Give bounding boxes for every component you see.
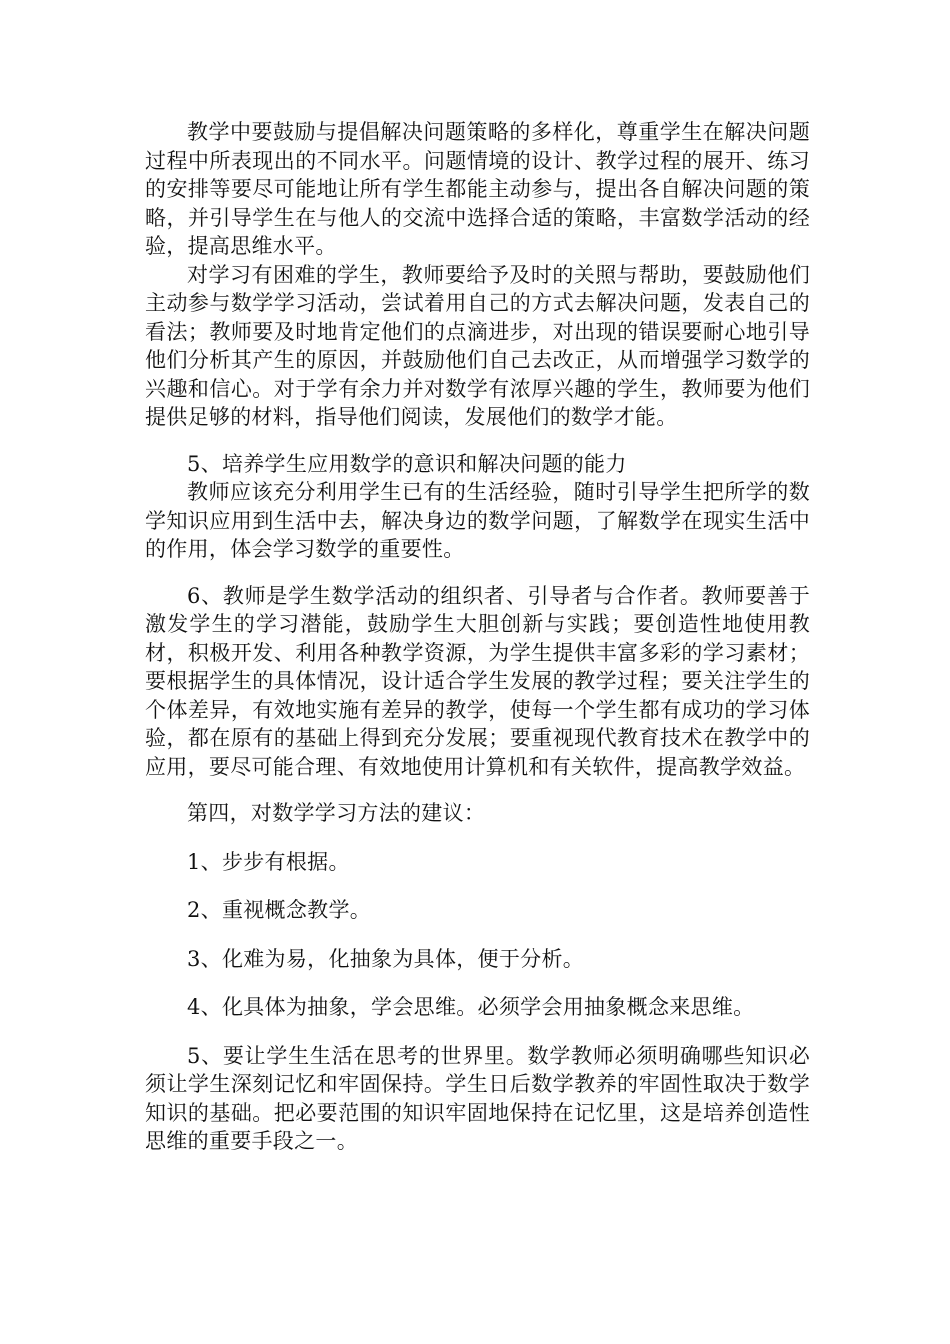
list-item-2: 2、重视概念教学。 [187,898,372,922]
section-heading-5: 5、培养学生应用数学的意识和解决问题的能力 [187,451,627,476]
list-item-4: 4、化具体为抽象，学会思维。必须学会用抽象概念来思维。 [187,995,755,1019]
list-item-5: 5、要让学生生活在思考的世界里。数学教师必须明确哪些知识必须让学生深刻记忆和牢固保持。学生日后数学教养的牢固性取决于数学知识的基础。把必要范围的知识牢固地保持在记忆里，这是培养创造性思维的重要手段之一。 [145,1043,810,1153]
list-item-1: 1、步步有根据。 [187,849,350,874]
document-page [145,118,810,1156]
section-heading-fourth: 第四，对数学学习方法的建议： [187,801,486,825]
list-item-3: 3、化难为易，化抽象为具体，便于分析。 [187,946,585,971]
paragraph-strategy-diversity: 教学中要鼓励与提倡解决问题策略的多样化，尊重学生在解决问题过程中所表现出的不同水平。问题情境的设计、教学过程的展开、练习的安排等要尽可能地让所有学生都能主动参与，提出各自解决问题的策略，并引导学生在与他人的交流中选择合适的策略，丰富数学活动的经验，提高思维水平。 [145,120,810,258]
paragraph-apply-math: 教师应该充分利用学生已有的生活经验，随时引导学生把所学的数学知识应用到生活中去，解决身边的数学问题，了解数学在现实生活中的作用，体会学习数学的重要性。 [145,480,810,561]
paragraph-struggling-students: 对学习有困难的学生，教师要给予及时的关照与帮助，要鼓励他们主动参与数学学习活动，尝试着用自己的方式去解决问题，发表自己的看法；教师要及时地肯定他们的点滴进步，对出现的错误要耐心地引导他们分析其产生的原因，并鼓励他们自己去改正，从而增强学习数学的兴趣和信心。对于学有余力并对数学有浓厚兴趣的学生，教师要为他们提供足够的材料，指导他们阅读，发展他们的数学才能。 [145,262,810,429]
section-paragraph-6: 6、教师是学生数学活动的组织者、引导者与合作者。教师要善于激发学生的学习潜能，鼓励学生大胆创新与实践；要创造性地使用教材，积极开发、利用各种教学资源，为学生提供丰富多彩的学习素材；要根据学生的具体情况，设计适合学生发展的教学过程；要关注学生的个体差异，有效地实施有差异的教学，使每一个学生都有成功的学习体验，都在原有的基础上得到充分发展；要重视现代教育技术在教学中的应用，要尽可能合理、有效地使用计算机和有关软件，提高教学效益。 [145,583,810,779]
